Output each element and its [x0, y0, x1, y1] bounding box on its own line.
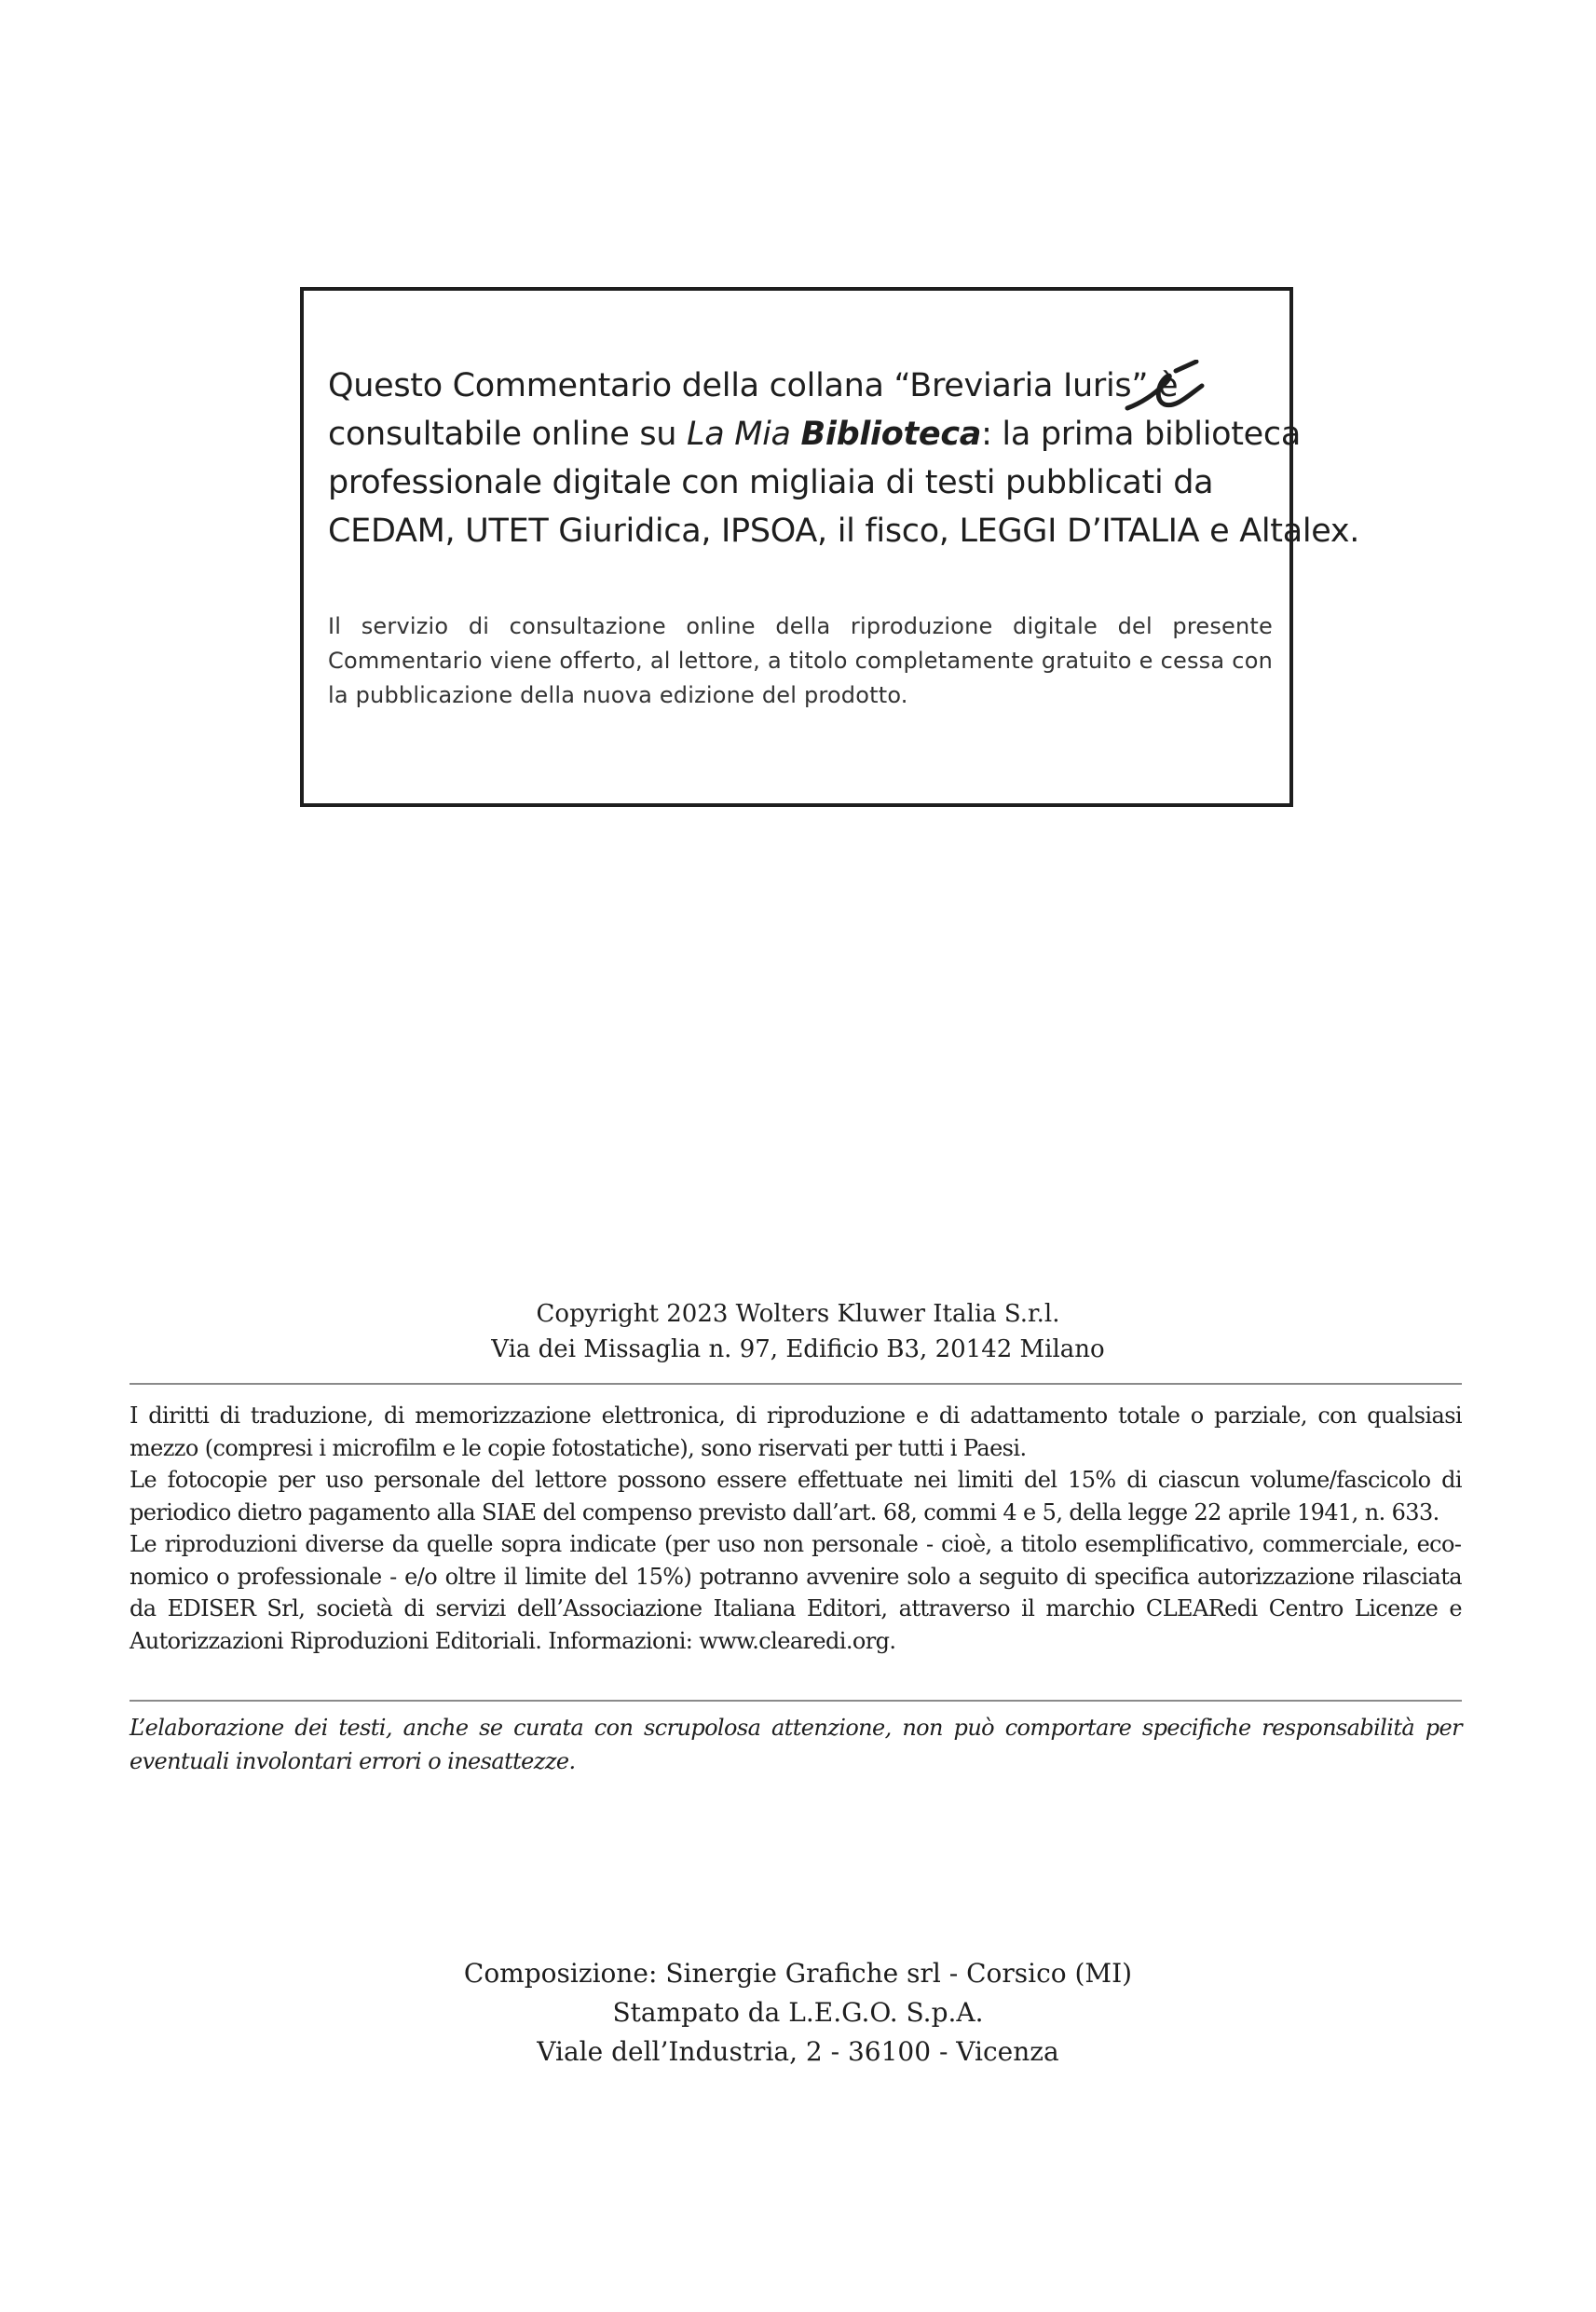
rights-notice: [130, 1400, 1462, 1657]
printer-credit: Stampato da L.E.G.O. S.p.A.: [612, 1997, 984, 2028]
copyright-block: [0, 1296, 1596, 1367]
rights-paragraph-2: Le fotocopie per uso personale del lettore possono essere effettuate nei limiti del 15% di ciascun volume/fascicolo di periodico dietro pagamento alla SIAE del compenso previsto dall’art. 68, commi 4 e 5, della legge 22 aprile 1941, n. 633.: [130, 1467, 1462, 1525]
rights-paragraph-3: Le riproduzioni diverse da quelle sopra indicate (per uso non personale - cioè, a titolo esemplificativo, commerciale, economico o professionale - e/o oltre il limite del 15%) potranno avvenire solo a seguito di specifica autorizzazione rilasciata da EDISER Srl, società di servizi dell’Associazione Italiana Editori, attraverso il marchio CLEARedi Centro Licenze e Autorizzazioni Riproduzioni Editoriali. Informazioni: www.clearedi.org.: [130, 1531, 1462, 1654]
brand-la-mia: La Mia: [687, 416, 791, 453]
notice-line-3: professionale digitale con migliaia di testi pubblicati da: [328, 464, 1214, 501]
divider-top: [130, 1383, 1462, 1385]
divider-bottom: [130, 1700, 1462, 1702]
brand-biblioteca: Biblioteca: [800, 416, 982, 453]
printer-info-block: [0, 1954, 1596, 2072]
liability-disclaimer: L’elaborazione dei testi, anche se curata con scrupolosa attenzione, non può comportare specifiche responsabilità per eventuali involontari errori o inesattezze.: [130, 1715, 1462, 1774]
rights-paragraph-1: I diritti di traduzione, di memorizzazione elettronica, di riproduzione e di adattamento totale o parziale, con qualsiasi mezzo (compresi i microfilm e le copie fotostatiche), sono riservati per tutti i Paesi.: [130, 1402, 1462, 1461]
printer-address: Viale dell’Industria, 2 - 36100 - Vicenza: [537, 2036, 1059, 2067]
publisher-address: Via dei Missaglia n. 97, Edificio B3, 20142 Milano: [491, 1335, 1105, 1363]
typesetting-credit: Composizione: Sinergie Grafiche srl - Corsico (MI): [463, 1958, 1133, 1989]
online-library-notice-box: [300, 287, 1360, 807]
service-notice-text: Il servizio di consultazione online della riproduzione digitale del presente Commentario viene offerto, al lettore, a titolo completamente gratuito e cessa con la pubblicazione della nuova edizione del prodotto.: [328, 613, 1273, 708]
notice-line-1: Questo Commentario della collana “Breviaria Iuris” è: [328, 367, 1179, 404]
la-mia-biblioteca-logo-icon: [1124, 360, 1235, 425]
copyright-holder: Copyright 2023 Wolters Kluwer Italia S.r.l.: [536, 1300, 1060, 1328]
notice-line-2-suffix: : la prima biblioteca: [981, 416, 1301, 453]
notice-line-4: CEDAM, UTET Giuridica, IPSOA, il fisco, LEGGI D’ITALIA e Altalex.: [328, 513, 1360, 550]
notice-line-2-prefix: consultabile online su: [328, 416, 688, 453]
